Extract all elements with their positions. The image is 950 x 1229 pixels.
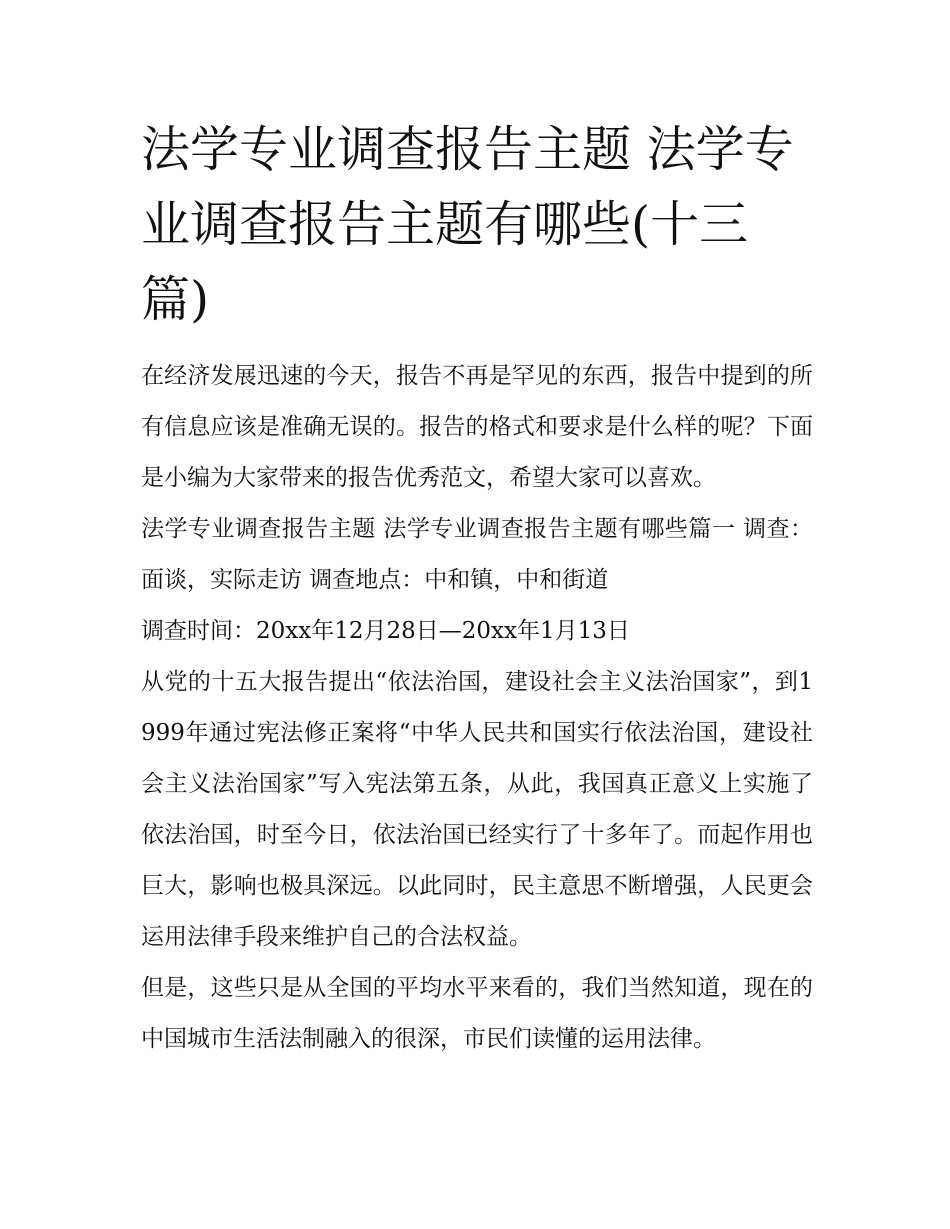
background-paragraph: 从党的十五大报告提出“依法治国，建设社会主义法治国家”，到1999年通过宪法修正案将“中华人民共和国实行依法治国，建设社会主义法治国家”写入宪法第五条，从此，我国真正意义上实施了依法治国，时至今日，依法治国已经实行了十多年了。而起作用也巨大，影响也极具深远。以此同时，民主意思不断增强，人民更会运用法律手段来维护自己的合法权益。 — [141, 669, 813, 950]
section-heading-paragraph: 法学专业调查报告主题 法学专业调查报告主题有哪些篇一 调查：面谈，实际走访 调查地点：中和镇，中和街道 — [141, 516, 813, 593]
document-body — [141, 112, 813, 1065]
document-title: 法学专业调查报告主题 法学专业调查报告主题有哪些(十三篇) — [141, 121, 794, 328]
analysis-paragraph: 但是，这些只是从全国的平均水平来看的，我们当然知道，现在的中国城市生活法制融入的很深，市民们读懂的运用法律。 — [141, 975, 813, 1052]
survey-time-paragraph: 调查时间：20xx年12月28日—20xx年1月13日 — [141, 618, 630, 644]
intro-paragraph: 在经济发展迅速的今天，报告不再是罕见的东西，报告中提到的所有信息应该是准确无误的。报告的格式和要求是什么样的呢？下面是小编为大家带来的报告优秀范文，希望大家可以喜欢。 — [141, 363, 813, 491]
